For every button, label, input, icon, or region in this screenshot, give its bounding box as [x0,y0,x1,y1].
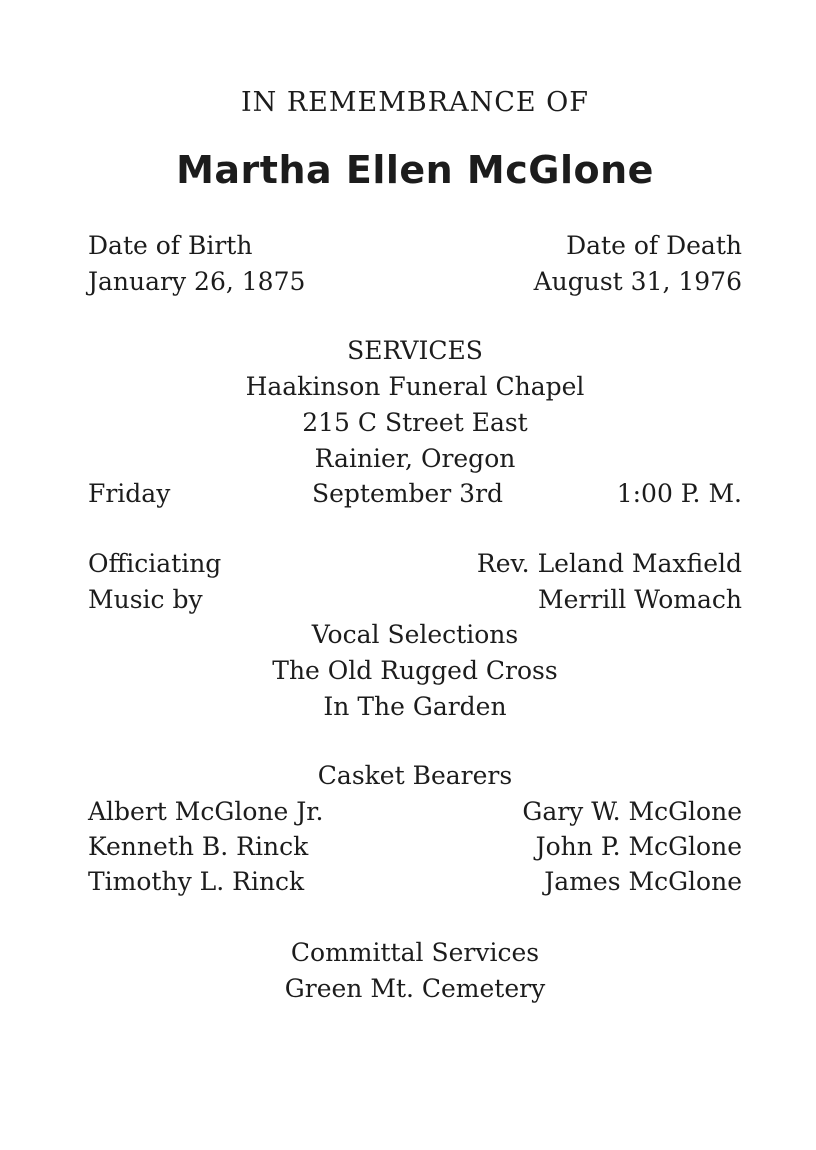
casket-bearer: James McGlone [544,867,742,896]
birth-label: Date of Birth [88,231,253,260]
music-value: Merrill Womach [538,585,742,614]
vocal-song: In The Garden [323,692,507,721]
services-date: September 3rd [312,479,504,508]
services-title: SERVICES [347,336,483,365]
casket-bearer: Kenneth B. Rinck [88,832,309,861]
birth-date: January 26, 1875 [88,267,306,296]
music-label: Music by [88,585,203,614]
committal-place: Green Mt. Cemetery [284,974,546,1003]
services-day: Friday [88,479,171,508]
vocal-title: Vocal Selections [311,620,519,649]
card-heading: IN REMEMBRANCE OF [240,87,590,118]
casket-bearer: John P. McGlone [535,832,742,861]
vocal-song: The Old Rugged Cross [272,656,558,685]
casket-bearers-title: Casket Bearers [317,761,513,790]
committal-title: Committal Services [290,938,540,967]
services-time: 1:00 P. M. [616,479,742,508]
deceased-name: Martha Ellen McGlone [176,148,654,192]
services-street: 215 C Street East [302,408,528,437]
casket-bearer: Gary W. McGlone [522,797,742,826]
casket-bearer: Timothy L. Rinck [88,867,305,896]
death-label: Date of Death [566,231,742,260]
services-venue: Haakinson Funeral Chapel [245,372,585,401]
death-date: August 31, 1976 [533,267,742,296]
casket-bearer: Albert McGlone Jr. [88,797,324,826]
services-city: Rainier, Oregon [314,444,516,473]
officiating-label: Officiating [88,549,222,578]
officiating-value: Rev. Leland Maxfield [476,549,742,578]
